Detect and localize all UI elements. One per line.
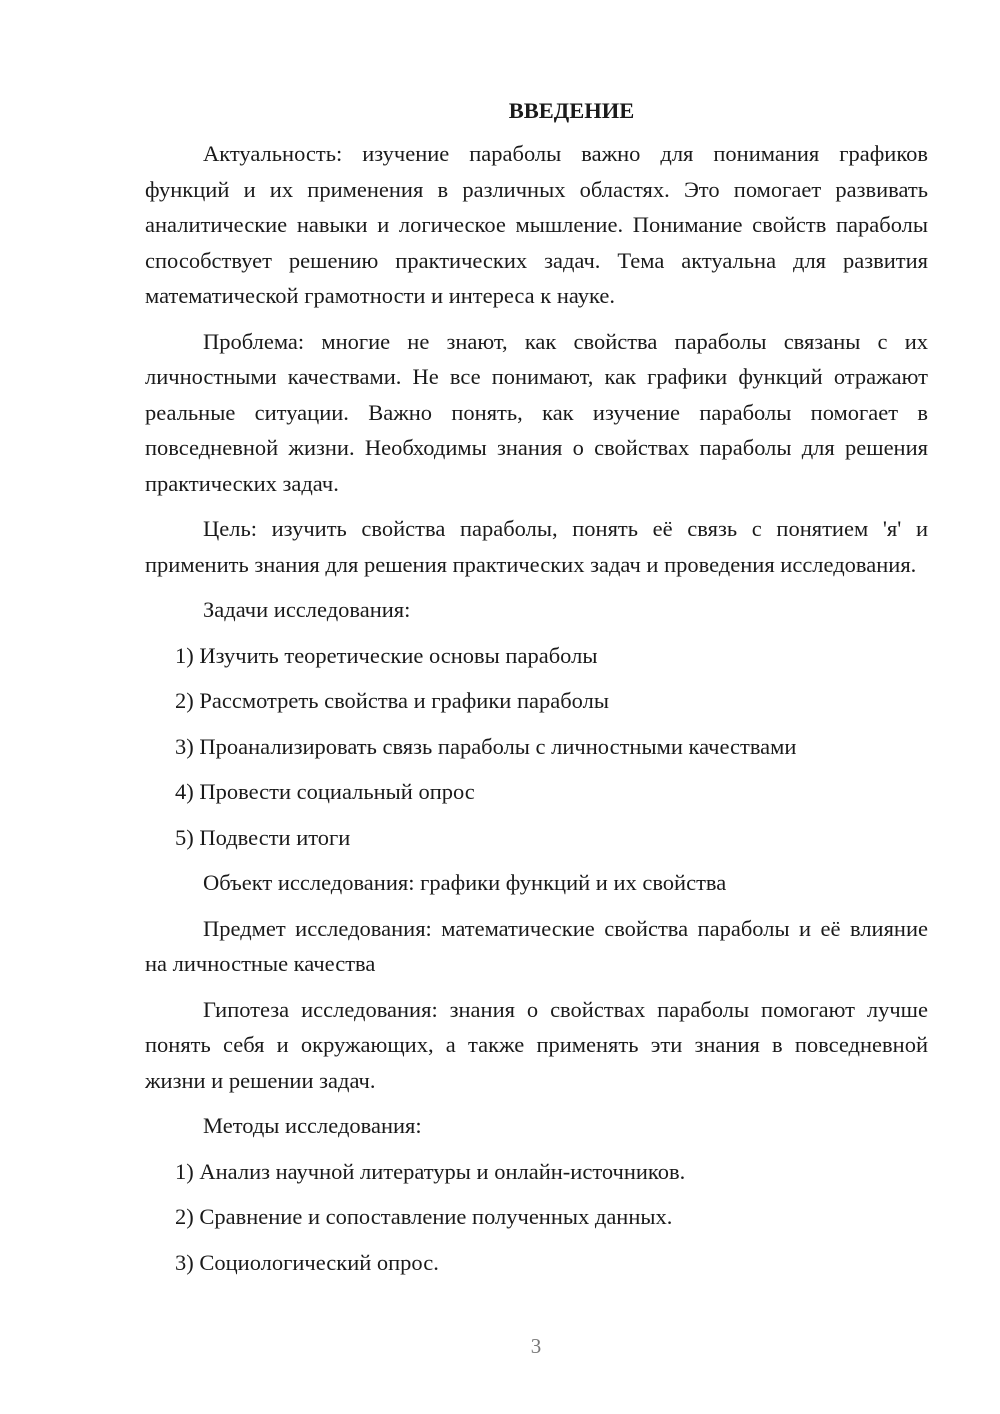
task-item: 5) Подвести итоги <box>175 824 351 850</box>
section-title: ВВЕДЕНИЕ <box>508 98 635 123</box>
object-paragraph: Объект исследования: графики функций и их свойства <box>203 870 727 895</box>
methods-list <box>145 1154 928 1281</box>
hypothesis-paragraph: Гипотеза исследования: знания о свойствах параболы помогают лучше понять себя и окружающих, а также применять эти знания в повседневной жизни и решении задач. <box>145 996 928 1093</box>
method-item: 2) Сравнение и сопоставление полученных данных. <box>175 1204 673 1229</box>
task-item: 1) Изучить теоретические основы параболы <box>175 642 598 668</box>
tasks-heading: Задачи исследования: <box>203 597 411 622</box>
method-item: 1) Анализ научной литературы и онлайн-источников. <box>175 1158 686 1184</box>
goal-paragraph: Цель: изучить свойства параболы, понять её связь с понятием 'я' и применить знания для решения практических задач и проведения исследования. <box>145 516 928 577</box>
method-item: 3) Социологический опрос. <box>175 1249 439 1275</box>
problem-paragraph: Проблема: многие не знают, как свойства параболы связаны с их личностными качествами. Не все понимают, как графики функций отражают реальные ситуации. Важно понять, как изучение параболы помогает в повседневной жизни. Необходимы знания о свойствах параболы для решения практических задач. <box>145 328 928 496</box>
document-page <box>145 96 928 1290</box>
methods-heading: Методы исследования: <box>203 1113 422 1138</box>
subject-paragraph: Предмет исследования: математические свойства параболы и её влияние на личностные качества <box>145 915 928 976</box>
relevance-paragraph: Актуальность: изучение параболы важно для понимания графиков функций и их применения в различных областях. Это помогает развивать аналитические навыки и логическое мышление. Понимание свойств параболы способствует решению практических задач. Тема актуальна для развития математической грамотности и интереса к науке. <box>145 141 928 308</box>
page-number: 3 <box>530 1334 542 1358</box>
task-item: 2) Рассмотреть свойства и графики параболы <box>175 688 609 713</box>
task-item: 3) Проанализировать связь параболы с личностными качествами <box>175 733 797 759</box>
task-item: 4) Провести социальный опрос <box>175 779 475 804</box>
tasks-list <box>145 638 928 856</box>
